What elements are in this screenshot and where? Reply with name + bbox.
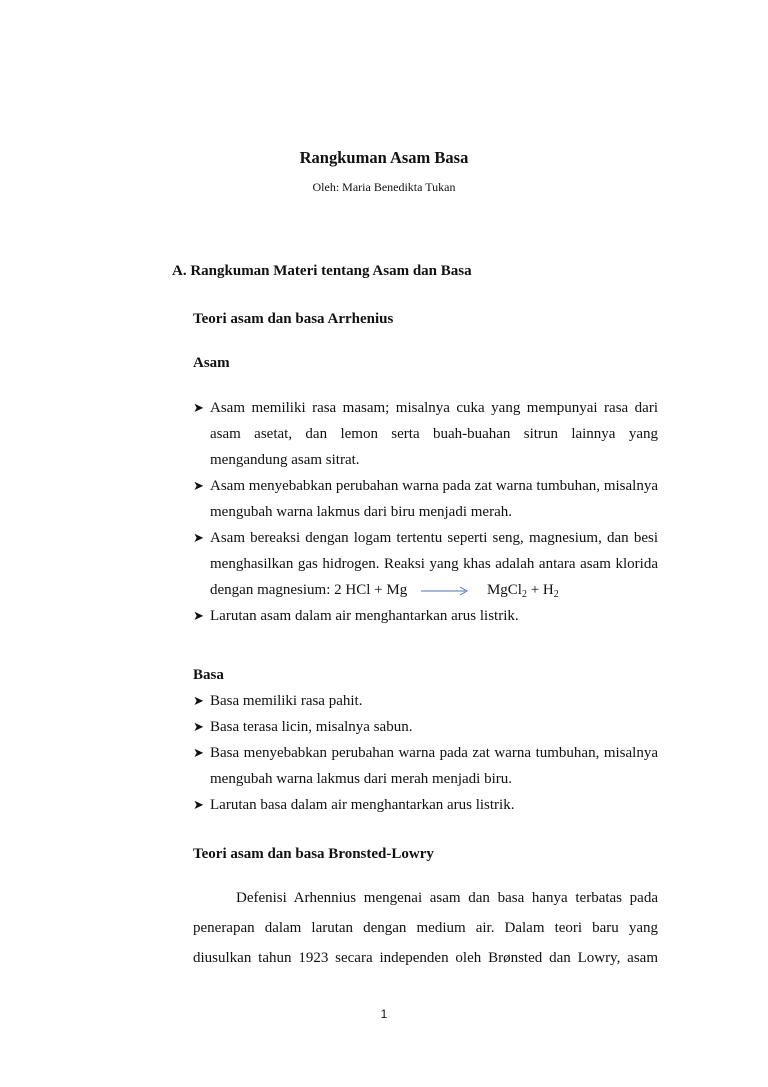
list-item-text: Basa memiliki rasa pahit.: [210, 693, 363, 709]
list-item: [193, 603, 658, 629]
arrowhead-bullet-icon: ➤: [193, 719, 204, 734]
list-item: [193, 525, 658, 603]
product-mgcl: MgCl: [486, 582, 522, 598]
asam-heading: Asam: [193, 355, 230, 371]
reaction-products: [487, 582, 559, 598]
product-h-subscript: 2: [553, 589, 559, 600]
arrowhead-bullet-icon: ➤: [193, 478, 204, 493]
list-item-text: Asam memiliki rasa masam; misalnya cuka yang mempunyai rasa dari asam asetat, dan lemon serta buah-buahan sitrun lainnya yang mengandung asam sitrat.: [210, 400, 658, 468]
list-item-text: Asam menyebabkan perubahan warna pada zat warna tumbuhan, misalnya mengubah warna lakmus dari biru menjadi merah.: [210, 478, 658, 520]
list-item: [193, 473, 658, 525]
arrowhead-bullet-icon: ➤: [193, 797, 204, 812]
list-item-text: Larutan basa dalam air menghantarkan arus listrik.: [210, 797, 515, 813]
arrhenius-heading: Teori asam dan basa Arrhenius: [193, 311, 394, 327]
product-h: + H: [526, 582, 554, 598]
arrowhead-bullet-icon: ➤: [193, 530, 204, 545]
list-item: [193, 792, 658, 818]
document-title: Rangkuman Asam Basa: [299, 148, 469, 167]
list-item: [193, 714, 658, 740]
product-mgcl-subscript: 2: [521, 589, 527, 600]
list-item-text: Basa menyebabkan perubahan warna pada zat warna tumbuhan, misalnya mengubah warna lakmus dari merah menjadi biru.: [210, 745, 658, 787]
arrowhead-bullet-icon: ➤: [193, 745, 204, 760]
basa-heading: Basa: [193, 667, 224, 683]
list-item-text: Basa terasa licin, misalnya sabun.: [210, 719, 413, 735]
list-item-text: Asam bereaksi dengan logam tertentu seperti seng, magnesium, dan besi menghasilkan gas hidrogen. Reaksi yang khas adalah antara asam klorida dengan magnesium: 2 HCl + Mg: [210, 530, 658, 598]
arrowhead-bullet-icon: ➤: [193, 400, 204, 415]
bronsted-heading: Teori asam dan basa Bronsted-Lowry: [193, 846, 434, 862]
page-number: 1: [380, 1007, 388, 1021]
reaction-arrow-icon: [421, 586, 469, 596]
list-item-text: Larutan asam dalam air menghantarkan arus listrik.: [210, 608, 519, 624]
document-author: Oleh: Maria Benedikta Tukan: [312, 180, 456, 194]
arrowhead-bullet-icon: ➤: [193, 608, 204, 623]
list-item: [193, 395, 658, 473]
arrowhead-bullet-icon: ➤: [193, 693, 204, 708]
basa-list: [193, 688, 658, 818]
bronsted-paragraph: Defenisi Arhennius mengenai asam dan basa hanya terbatas pada penerapan dalam larutan dengan medium air. Dalam teori baru yang diusulkan tahun 1923 secara independen oleh Brønsted dan Lowry, asam: [193, 890, 658, 966]
asam-list: [193, 395, 658, 629]
section-a-heading: A. Rangkuman Materi tentang Asam dan Basa: [172, 263, 472, 279]
list-item: [193, 688, 658, 714]
list-item: [193, 740, 658, 792]
